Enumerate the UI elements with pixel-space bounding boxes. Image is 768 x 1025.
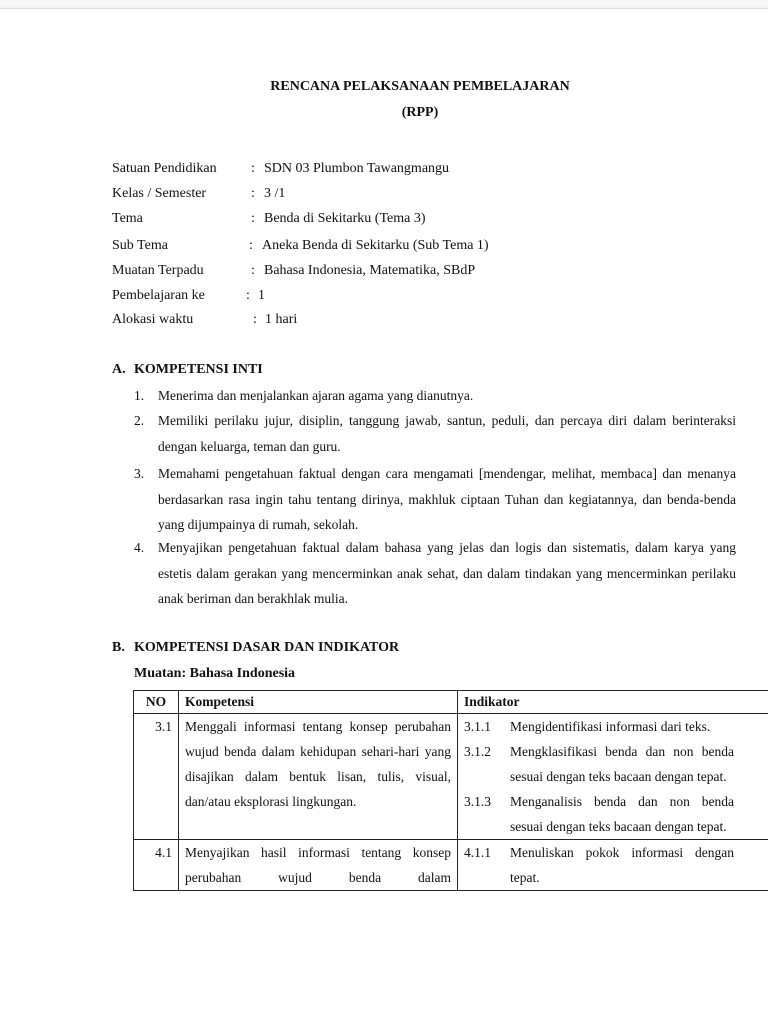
list-number: 2. <box>134 408 144 434</box>
indikator-text: Mengklasifikasi benda dan non benda sesuai dengan teks bacaan dengan tepat. <box>510 744 734 784</box>
muatan-subheading: Muatan: Bahasa Indonesia <box>134 666 295 682</box>
identity-value: 1 hari <box>265 312 297 328</box>
table-header-row <box>134 691 768 714</box>
column-header-indikator: Indikator <box>458 691 768 714</box>
identity-value: SDN 03 Plumbon Tawangmangu <box>264 161 449 177</box>
section-title: KOMPETENSI INTI <box>134 362 263 377</box>
section-letter: B. <box>112 640 134 656</box>
indikator-code: 3.1.3 <box>464 789 491 814</box>
identity-colon: : <box>249 238 253 254</box>
identity-label: Pembelajaran ke <box>112 288 205 304</box>
row-indikator <box>458 840 768 891</box>
kompetensi-table <box>133 690 768 891</box>
row-number: 4.1 <box>134 840 179 891</box>
identity-value: 3 /1 <box>264 186 285 202</box>
identity-label: Alokasi waktu <box>112 312 193 328</box>
identity-colon: : <box>251 186 255 202</box>
table-row <box>134 714 768 840</box>
row-kompetensi: Menggali informasi tentang konsep perubahan wujud benda dalam kehidupan sehari-hari yang disajikan dalam bentuk lisan, tulis, visual, dan/atau eksplorasi lingkungan. <box>179 714 458 840</box>
indikator-text: Menganalisis benda dan non benda sesuai dengan teks bacaan dengan tepat. <box>510 794 734 834</box>
identity-colon: : <box>251 211 255 227</box>
identity-label: Kelas / Semester <box>112 186 206 202</box>
row-kompetensi: Menyajikan hasil informasi tentang konsep perubahan wujud benda dalam <box>179 840 458 891</box>
section-title: KOMPETENSI DASAR DAN INDIKATOR <box>134 640 399 655</box>
document-page <box>0 8 768 1025</box>
section-letter: A. <box>112 362 134 378</box>
indikator-text: Menuliskan pokok informasi dengan tepat. <box>510 845 734 885</box>
column-header-kompetensi: Kompetensi <box>179 691 458 714</box>
document-subtitle: (RPP) <box>0 105 768 121</box>
identity-value: 1 <box>258 288 265 304</box>
identity-value: Bahasa Indonesia, Matematika, SBdP <box>264 263 475 279</box>
section-heading-kompetensi-inti <box>112 362 263 378</box>
identity-label: Satuan Pendidikan <box>112 161 217 177</box>
indikator-item <box>464 739 734 789</box>
table-row <box>134 840 768 891</box>
indikator-text: Mengidentifikasi informasi dari teks. <box>510 719 710 734</box>
identity-colon: : <box>253 312 257 328</box>
indikator-code: 3.1.1 <box>464 714 491 739</box>
indikator-code: 3.1.2 <box>464 739 491 764</box>
identity-label: Muatan Terpadu <box>112 263 204 279</box>
identity-colon: : <box>251 161 255 177</box>
indikator-code: 4.1.1 <box>464 840 491 865</box>
column-header-no: NO <box>134 691 179 714</box>
list-number: 1. <box>134 383 144 409</box>
identity-colon: : <box>251 263 255 279</box>
identity-value: Aneka Benda di Sekitarku (Sub Tema 1) <box>262 238 489 254</box>
row-number: 3.1 <box>134 714 179 840</box>
identity-value: Benda di Sekitarku (Tema 3) <box>264 211 426 227</box>
indikator-item <box>464 714 734 739</box>
row-indikator <box>458 714 768 840</box>
list-number: 4. <box>134 535 144 561</box>
list-text: Menerima dan menjalankan ajaran agama yang dianutnya. <box>158 383 736 409</box>
list-text: Memiliki perilaku jujur, disiplin, tanggung jawab, santun, peduli, dan percaya diri dalam berinteraksi dengan keluarga, teman dan guru. <box>158 408 736 459</box>
section-heading-kompetensi-dasar <box>112 640 399 656</box>
list-text: Memahami pengetahuan faktual dengan cara mengamati [mendengar, melihat, membaca] dan menanya berdasarkan rasa ingin tahu tentang dirinya, makhluk ciptaan Tuhan dan kegiatannya, dan benda-benda yang dijumpainya di rumah, sekolah. <box>158 461 736 538</box>
indikator-item <box>464 840 734 890</box>
document-title: RENCANA PELAKSANAAN PEMBELAJARAN <box>0 79 768 95</box>
indikator-item <box>464 789 734 839</box>
list-text: Menyajikan pengetahuan faktual dalam bahasa yang jelas dan logis dan sistematis, dalam karya yang estetis dalam gerakan yang mencerminkan anak sehat, dan dalam tindakan yang mencerminkan perilaku anak beriman dan berakhlak mulia. <box>158 535 736 612</box>
identity-label: Tema <box>112 211 143 227</box>
identity-label: Sub Tema <box>112 238 168 254</box>
list-number: 3. <box>134 461 144 487</box>
identity-colon: : <box>246 288 250 304</box>
